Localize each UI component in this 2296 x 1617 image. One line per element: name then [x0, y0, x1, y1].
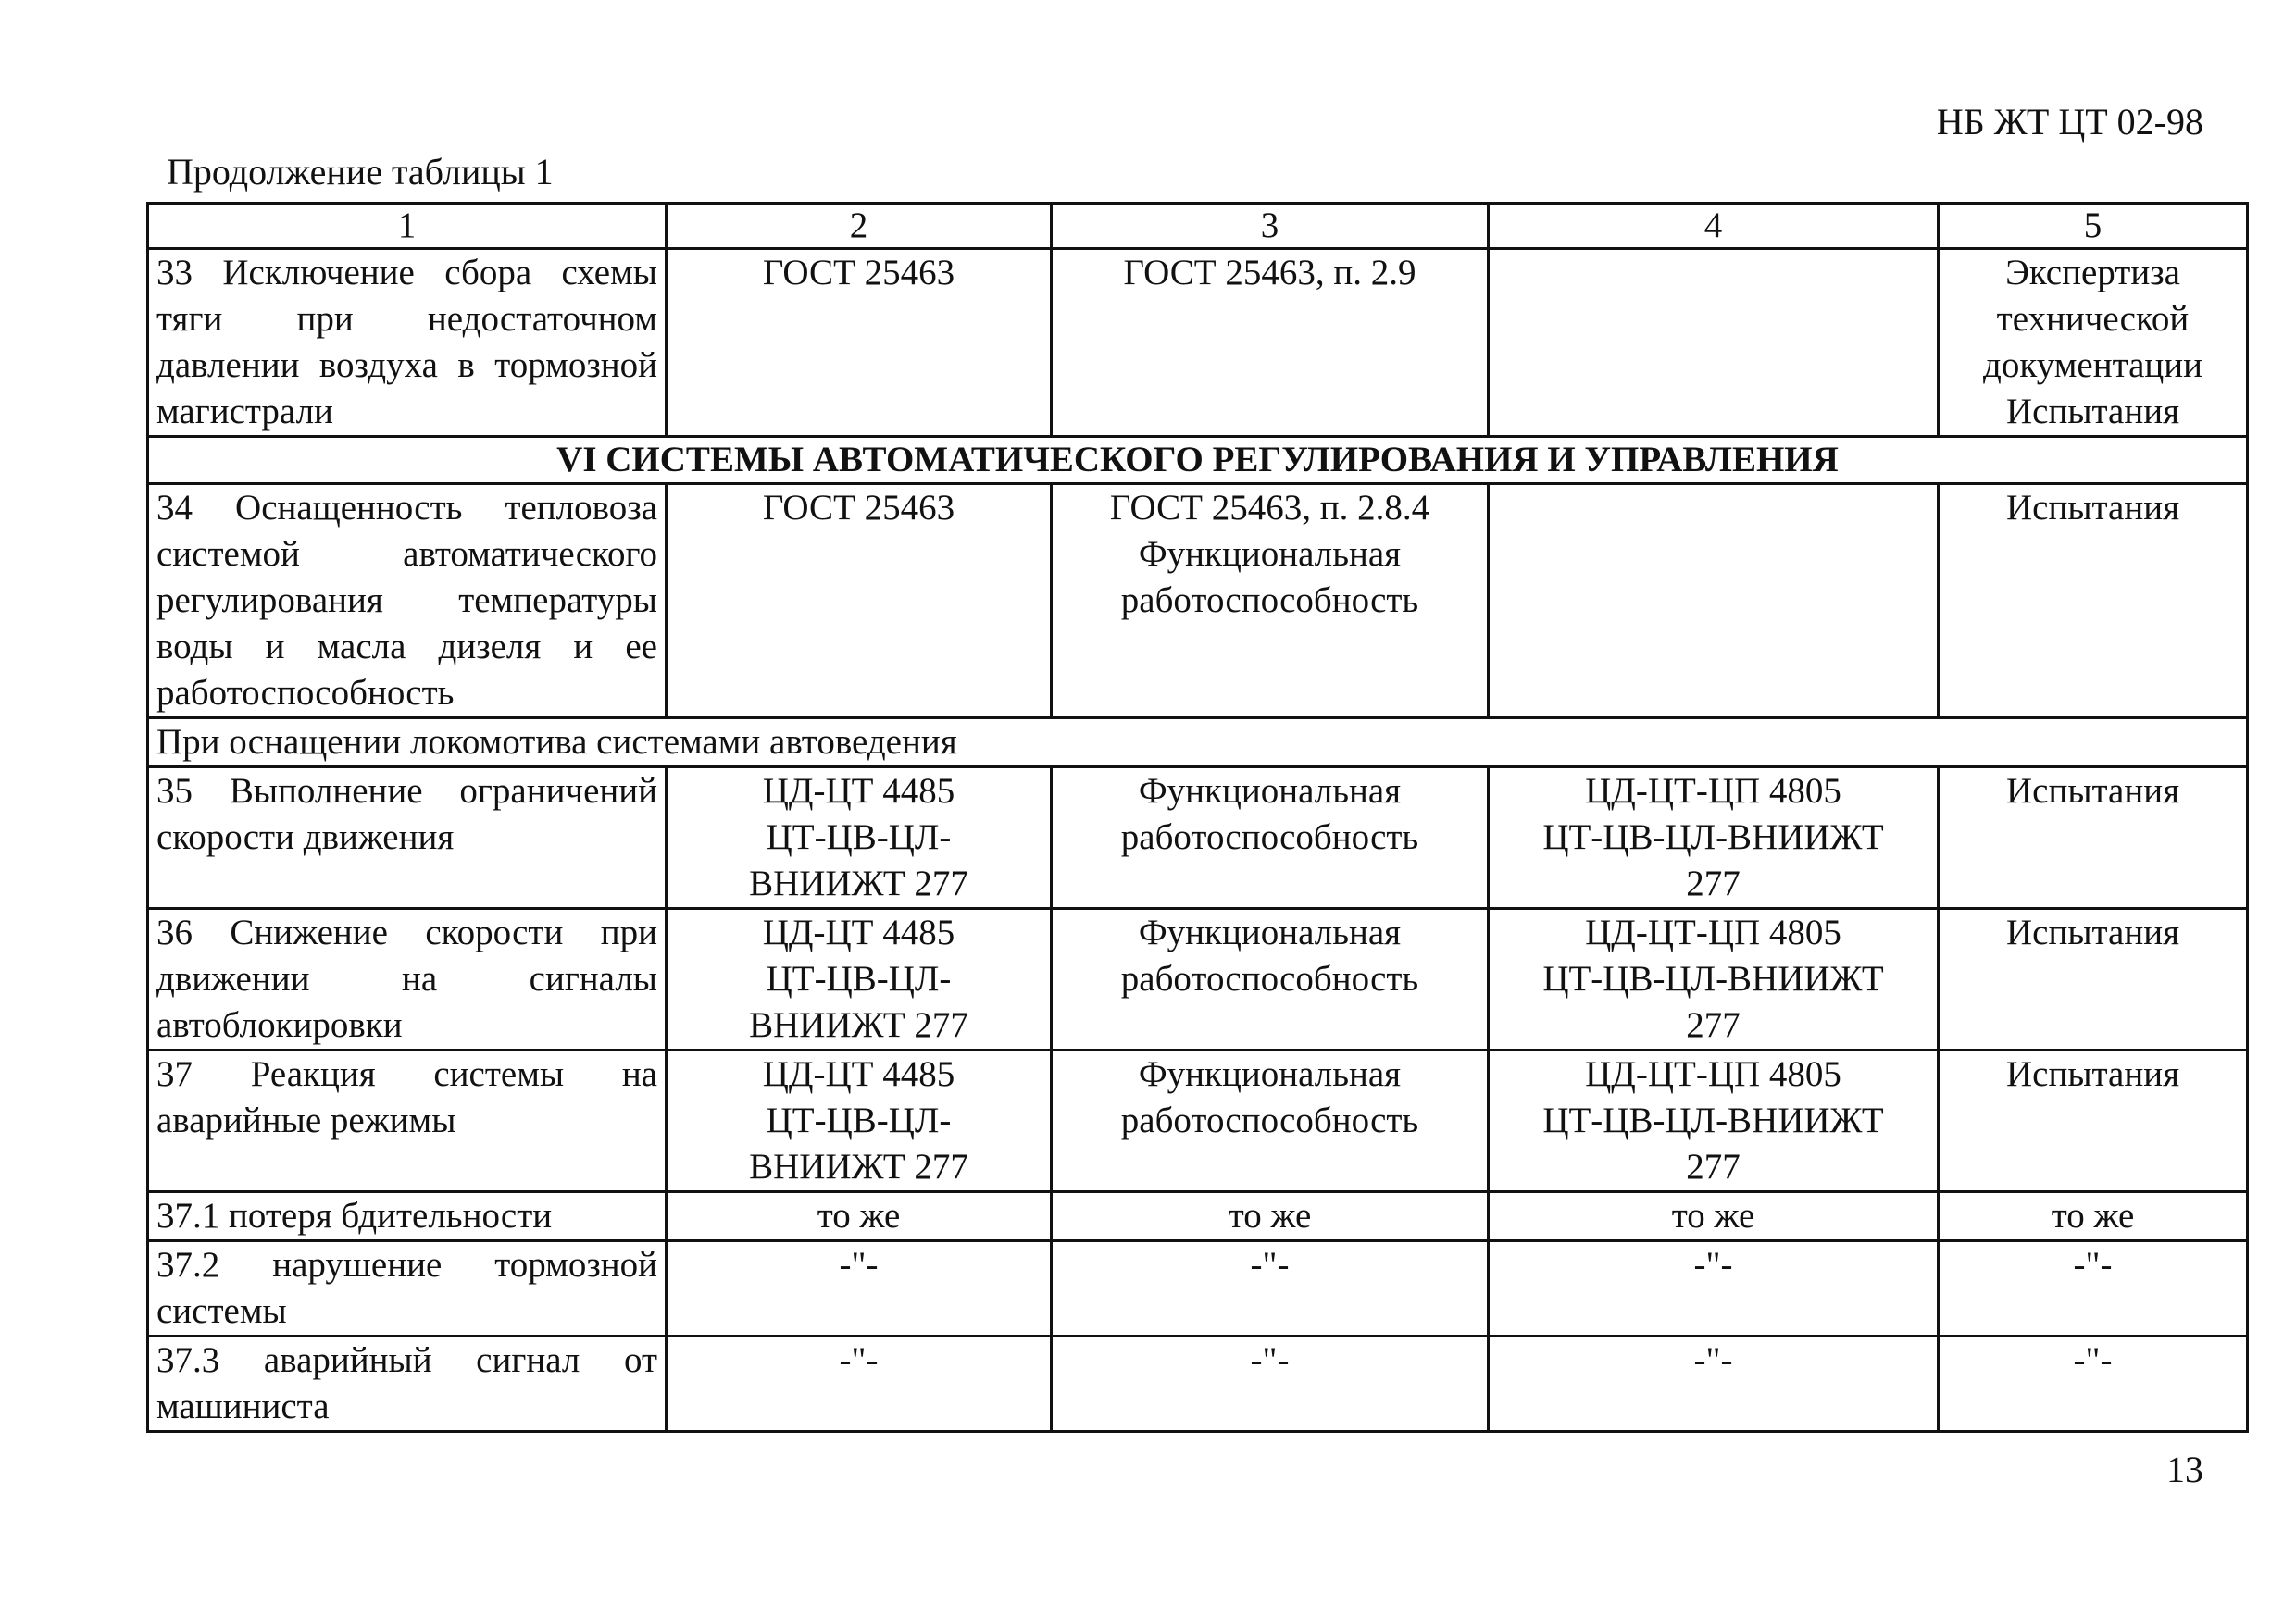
table-row-37-2 [148, 1241, 2248, 1337]
clause-line: ГОСТ 25463, п. 2.8.4 [1109, 488, 1430, 528]
standard-line: ВНИИЖТ 277 [749, 864, 968, 903]
clause-line: работоспособность [1120, 959, 1419, 999]
table-row-37-3 [148, 1337, 2248, 1432]
requirement-cell: 34 Оснащенность тепловоза системой автоматического регулирования температуры воды и масла дизеля и ее работоспособность [148, 484, 667, 718]
standard-cell [667, 767, 1052, 909]
column-number: 4 [1489, 204, 1939, 249]
standard-cell: ГОСТ 25463 [667, 249, 1052, 437]
method-cell: -"- [1489, 1337, 1939, 1432]
requirement-cell: 37.3 аварийный сигнал от машиниста [148, 1337, 667, 1432]
method-cell: -"- [1489, 1241, 1939, 1337]
method-line: 277 [1686, 1005, 1741, 1045]
clause-cell: -"- [1052, 1241, 1489, 1337]
section-heading-row [148, 437, 2248, 484]
verification-line: документации [1982, 345, 2203, 385]
column-number: 3 [1052, 204, 1489, 249]
method-line: ЦТ-ЦВ-ЦЛ-ВНИИЖТ [1542, 817, 1884, 857]
column-number: 1 [148, 204, 667, 249]
clause-line: работоспособность [1120, 817, 1419, 857]
method-cell: то же [1489, 1192, 1939, 1241]
method-line: ЦТ-ЦВ-ЦЛ-ВНИИЖТ [1542, 1101, 1884, 1140]
method-line: ЦД-ЦТ-ЦП 4805 [1585, 1054, 1841, 1094]
subheading: При оснащении локомотива системами автоведения [148, 718, 2248, 767]
verification-cell: Испытания [1939, 909, 2248, 1051]
clause-cell [1052, 1051, 1489, 1192]
standard-line: ЦТ-ЦВ-ЦЛ- [766, 1101, 952, 1140]
clause-line: Функциональная [1138, 771, 1402, 811]
clause-line: работоспособность [1120, 580, 1419, 620]
table-row-34 [148, 484, 2248, 718]
page-number: 13 [2166, 1449, 2203, 1490]
requirement-cell: 37.2 нарушение тормозной системы [148, 1241, 667, 1337]
verification-line: Экспертиза [2005, 253, 2180, 292]
standard-cell: -"- [667, 1241, 1052, 1337]
standard-line: ЦД-ЦТ 4485 [762, 771, 955, 811]
standard-cell [667, 1051, 1052, 1192]
column-number: 2 [667, 204, 1052, 249]
requirement-cell: 37 Реакция системы на аварийные режимы [148, 1051, 667, 1192]
standard-line: ЦД-ЦТ 4485 [762, 913, 955, 952]
standard-cell [667, 909, 1052, 1051]
clause-line: Функциональная [1138, 913, 1402, 952]
clause-cell [1052, 767, 1489, 909]
method-cell [1489, 909, 1939, 1051]
table-row-33 [148, 249, 2248, 437]
document-code: НБ ЖТ ЦТ 02-98 [1936, 101, 2203, 143]
subheading-row [148, 718, 2248, 767]
table-row-37 [148, 1051, 2248, 1192]
column-number-row [148, 204, 2248, 249]
method-cell [1489, 1051, 1939, 1192]
method-line: ЦТ-ЦВ-ЦЛ-ВНИИЖТ [1542, 959, 1884, 999]
table-row-35 [148, 767, 2248, 909]
standard-line: ВНИИЖТ 277 [749, 1005, 968, 1045]
clause-line: Функциональная [1138, 534, 1402, 574]
method-line: 277 [1686, 864, 1741, 903]
table-row-37-1 [148, 1192, 2248, 1241]
clause-line: Функциональная [1138, 1054, 1402, 1094]
method-cell [1489, 484, 1939, 718]
verification-cell: Испытания [1939, 767, 2248, 909]
verification-cell: Испытания [1939, 1051, 2248, 1192]
clause-cell: ГОСТ 25463, п. 2.9 [1052, 249, 1489, 437]
verification-cell: -"- [1939, 1241, 2248, 1337]
section-heading: VI СИСТЕМЫ АВТОМАТИЧЕСКОГО РЕГУЛИРОВАНИЯ И УПРАВЛЕНИЯ [148, 437, 2248, 484]
standard-cell: то же [667, 1192, 1052, 1241]
table-row-36 [148, 909, 2248, 1051]
clause-cell [1052, 484, 1489, 718]
requirement-cell: 35 Выполнение ограничений скорости движения [148, 767, 667, 909]
standard-line: ЦД-ЦТ 4485 [762, 1054, 955, 1094]
requirements-table [146, 202, 2249, 1433]
column-number: 5 [1939, 204, 2248, 249]
standard-line: ЦТ-ЦВ-ЦЛ- [766, 959, 952, 999]
verification-cell: -"- [1939, 1337, 2248, 1432]
verification-cell: то же [1939, 1192, 2248, 1241]
standard-line: ЦТ-ЦВ-ЦЛ- [766, 817, 952, 857]
method-cell [1489, 767, 1939, 909]
verification-cell [1939, 249, 2248, 437]
standard-cell: ГОСТ 25463 [667, 484, 1052, 718]
clause-cell [1052, 909, 1489, 1051]
standard-cell: -"- [667, 1337, 1052, 1432]
verification-cell: Испытания [1939, 484, 2248, 718]
table-caption: Продолжение таблицы 1 [167, 151, 554, 193]
requirement-cell: 36 Снижение скорости при движении на сигналы автоблокировки [148, 909, 667, 1051]
clause-cell: то же [1052, 1192, 1489, 1241]
method-line: ЦД-ЦТ-ЦП 4805 [1585, 771, 1841, 811]
method-cell [1489, 249, 1939, 437]
method-line: ЦД-ЦТ-ЦП 4805 [1585, 913, 1841, 952]
method-line: 277 [1686, 1147, 1741, 1187]
verification-line: технической [1996, 299, 2190, 339]
standard-line: ВНИИЖТ 277 [749, 1147, 968, 1187]
requirement-cell: 37.1 потеря бдительности [148, 1192, 667, 1241]
clause-cell: -"- [1052, 1337, 1489, 1432]
clause-line: работоспособность [1120, 1101, 1419, 1140]
verification-line: Испытания [2005, 392, 2180, 431]
requirement-cell: 33 Исключение сбора схемы тяги при недостаточном давлении воздуха в тормозной магистрали [148, 249, 667, 437]
